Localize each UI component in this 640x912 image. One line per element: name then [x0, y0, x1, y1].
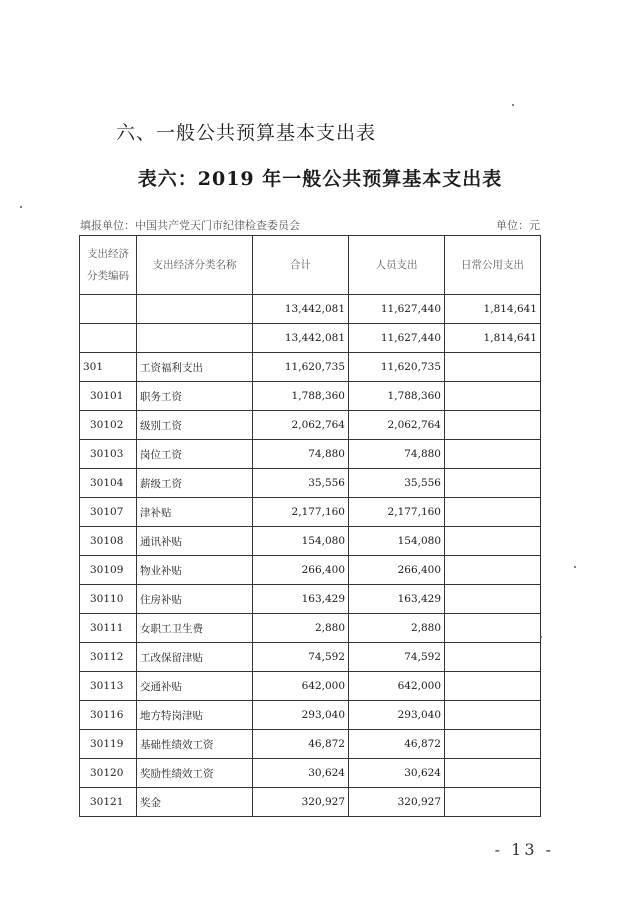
cell-total: 1,788,360: [253, 382, 349, 411]
cell-staff: 46,872: [349, 730, 445, 759]
table-row: [80, 556, 541, 585]
header-code: 支出经济分类编码: [80, 236, 137, 295]
table-row: [80, 469, 541, 498]
cell-total: 11,620,735: [253, 353, 349, 382]
cell-total: 46,872: [253, 730, 349, 759]
cell-staff: 163,429: [349, 585, 445, 614]
cell-code: 30119: [80, 730, 137, 759]
cell-total: 2,880: [253, 614, 349, 643]
table-row: [80, 382, 541, 411]
cell-staff: 35,556: [349, 469, 445, 498]
cell-public: [445, 643, 541, 672]
cell-total: 13,442,081: [253, 295, 349, 324]
cell-total: 642,000: [253, 672, 349, 701]
cell-staff: 74,592: [349, 643, 445, 672]
cell-name: 基础性绩效工资: [137, 730, 253, 759]
table-row: [80, 498, 541, 527]
cell-public: 1,814,641: [445, 324, 541, 353]
table-row: [80, 672, 541, 701]
cell-public: [445, 527, 541, 556]
unit-label: 单位：元: [496, 219, 540, 232]
cell-staff: 2,880: [349, 614, 445, 643]
cell-public: [445, 556, 541, 585]
cell-name: 职务工资: [137, 382, 253, 411]
cell-code: 30120: [80, 759, 137, 788]
scan-speck: [20, 206, 22, 208]
table-row: [80, 324, 541, 353]
cell-code: [80, 295, 137, 324]
cell-name: 女职工卫生费: [137, 614, 253, 643]
table-header-row: [80, 236, 541, 295]
cell-total: 30,624: [253, 759, 349, 788]
cell-total: 2,062,764: [253, 411, 349, 440]
cell-staff: 154,080: [349, 527, 445, 556]
cell-name: 物业补贴: [137, 556, 253, 585]
table-row: [80, 353, 541, 382]
header-total: 合计: [253, 236, 349, 295]
cell-name: 奖励性绩效工资: [137, 759, 253, 788]
cell-code: 301: [80, 353, 137, 382]
header-name: 支出经济分类名称: [137, 236, 253, 295]
cell-name: 地方特岗津贴: [137, 701, 253, 730]
cell-staff: 642,000: [349, 672, 445, 701]
cell-name: [137, 295, 253, 324]
cell-public: [445, 585, 541, 614]
cell-code: 30113: [80, 672, 137, 701]
cell-name: 津补贴: [137, 498, 253, 527]
cell-public: [445, 788, 541, 817]
cell-name: 工资福利支出: [137, 353, 253, 382]
cell-name: 住房补贴: [137, 585, 253, 614]
cell-name: [137, 324, 253, 353]
cell-code: 30104: [80, 469, 137, 498]
table-meta-row: [80, 217, 540, 233]
cell-staff: 1,788,360: [349, 382, 445, 411]
cell-total: 35,556: [253, 469, 349, 498]
cell-staff: 30,624: [349, 759, 445, 788]
scan-speck: [540, 636, 542, 638]
table-row: [80, 730, 541, 759]
cell-code: 30108: [80, 527, 137, 556]
cell-code: 30121: [80, 788, 137, 817]
cell-name: 薪级工资: [137, 469, 253, 498]
cell-total: 74,880: [253, 440, 349, 469]
cell-staff: 11,627,440: [349, 324, 445, 353]
cell-public: [445, 672, 541, 701]
cell-name: 工改保留津贴: [137, 643, 253, 672]
cell-code: 30103: [80, 440, 137, 469]
cell-public: [445, 353, 541, 382]
cell-public: [445, 382, 541, 411]
cell-total: 293,040: [253, 701, 349, 730]
cell-public: [445, 730, 541, 759]
cell-public: [445, 498, 541, 527]
table-row: [80, 295, 541, 324]
table-row: [80, 614, 541, 643]
cell-staff: 320,927: [349, 788, 445, 817]
cell-total: 320,927: [253, 788, 349, 817]
scan-speck: [512, 104, 514, 106]
table-row: [80, 701, 541, 730]
cell-public: [445, 759, 541, 788]
table-row: [80, 643, 541, 672]
cell-code: 30101: [80, 382, 137, 411]
table-row: [80, 788, 541, 817]
cell-code: 30109: [80, 556, 137, 585]
table-row: [80, 585, 541, 614]
cell-total: 266,400: [253, 556, 349, 585]
cell-public: [445, 701, 541, 730]
cell-total: 2,177,160: [253, 498, 349, 527]
cell-code: 30110: [80, 585, 137, 614]
cell-code: 30112: [80, 643, 137, 672]
page-number: - 13 -: [494, 840, 554, 859]
cell-name: 奖金: [137, 788, 253, 817]
table-row: [80, 411, 541, 440]
table-title: 表六：2019 年一般公共预算基本支出表: [137, 168, 503, 190]
cell-staff: 11,620,735: [349, 353, 445, 382]
cell-name: 通讯补贴: [137, 527, 253, 556]
table-row: [80, 759, 541, 788]
cell-public: 1,814,641: [445, 295, 541, 324]
budget-table: [79, 235, 541, 817]
header-public: 日常公用支出: [445, 236, 541, 295]
cell-total: 163,429: [253, 585, 349, 614]
cell-public: [445, 614, 541, 643]
scan-speck: [574, 566, 576, 568]
cell-public: [445, 440, 541, 469]
cell-total: 13,442,081: [253, 324, 349, 353]
cell-public: [445, 469, 541, 498]
cell-code: 30102: [80, 411, 137, 440]
cell-staff: 293,040: [349, 701, 445, 730]
cell-code: [80, 324, 137, 353]
filing-unit: 填报单位：中国共产党天门市纪律检查委员会: [80, 219, 300, 232]
cell-total: 74,592: [253, 643, 349, 672]
cell-staff: 266,400: [349, 556, 445, 585]
table-row: [80, 527, 541, 556]
cell-name: 级别工资: [137, 411, 253, 440]
cell-staff: 74,880: [349, 440, 445, 469]
header-staff: 人员支出: [349, 236, 445, 295]
cell-code: 30116: [80, 701, 137, 730]
cell-name: 交通补贴: [137, 672, 253, 701]
section-heading: 六、一般公共预算基本支出表: [116, 122, 377, 144]
cell-public: [445, 411, 541, 440]
cell-staff: 2,177,160: [349, 498, 445, 527]
cell-total: 154,080: [253, 527, 349, 556]
table-body: [80, 295, 541, 817]
table-row: [80, 440, 541, 469]
cell-staff: 2,062,764: [349, 411, 445, 440]
cell-code: 30107: [80, 498, 137, 527]
cell-staff: 11,627,440: [349, 295, 445, 324]
cell-code: 30111: [80, 614, 137, 643]
cell-name: 岗位工资: [137, 440, 253, 469]
